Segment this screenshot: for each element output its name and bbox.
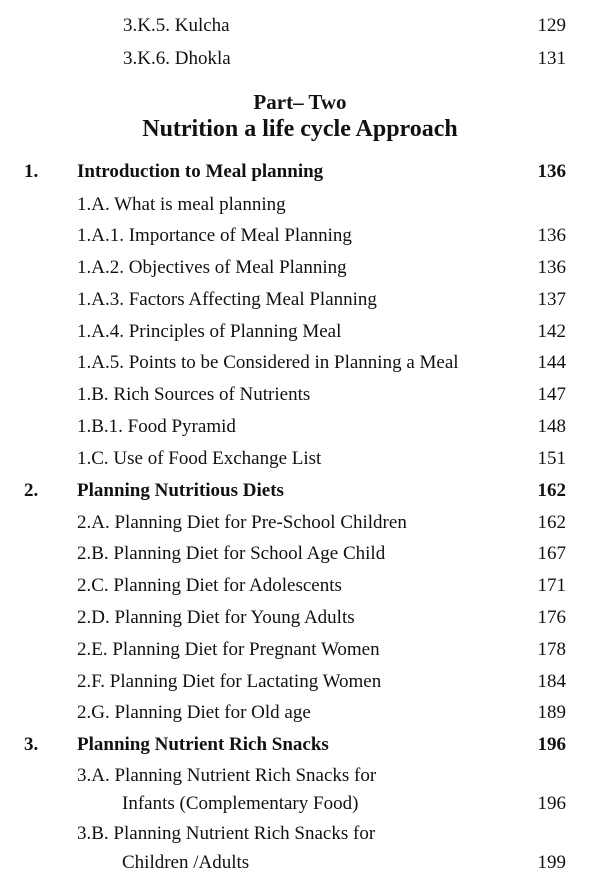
toc-entry-label: 1.A.1. Importance of Meal Planning [77, 225, 352, 246]
toc-entry-label: 2.F. Planning Diet for Lactating Women [77, 671, 382, 692]
section-number: 1. [24, 161, 39, 182]
section-title: Planning Nutrient Rich Snacks [77, 734, 329, 755]
toc-entry-label: 1.B.1. Food Pyramid [77, 416, 236, 437]
toc-entry-label: 1.C. Use of Food Exchange List [77, 448, 322, 469]
toc-entry-page: 196 [537, 793, 566, 814]
toc-entry-label: 2.C. Planning Diet for Adolescents [77, 575, 342, 596]
toc-entry-label: 3.A. Planning Nutrient Rich Snacks for [77, 765, 377, 786]
toc-entry-page: 131 [537, 48, 566, 69]
toc-entry-page: 189 [537, 702, 566, 723]
toc-entry-page: 176 [537, 607, 566, 628]
toc-entry-page: 167 [537, 543, 566, 564]
section-title: Introduction to Meal planning [77, 161, 324, 182]
toc-entry-label: 3.K.6. Dhokla [123, 48, 231, 69]
toc-entry-label: 2.B. Planning Diet for School Age Child [77, 543, 386, 564]
toc-entry-label: 1.A.3. Factors Affecting Meal Planning [77, 289, 377, 310]
toc-entry-label: 2.E. Planning Diet for Pregnant Women [77, 639, 380, 660]
toc-entry-label: 2.D. Planning Diet for Young Adults [77, 607, 355, 628]
toc-entry-page: 199 [537, 852, 566, 873]
toc-entry [0, 571, 600, 601]
toc-entry [0, 348, 600, 378]
toc-entry-page: 151 [537, 448, 566, 469]
part-heading: Part– Two [253, 90, 347, 114]
toc-entry-label: 2.G. Planning Diet for Old age [77, 702, 311, 723]
toc-entry [0, 603, 600, 633]
toc-entry [0, 667, 600, 697]
toc-section-heading [0, 157, 600, 187]
toc-entry-label: 2.A. Planning Diet for Pre-School Children [77, 512, 407, 533]
toc-entry [0, 190, 600, 220]
toc-entry [0, 698, 600, 728]
toc-entry [0, 317, 600, 347]
toc-entry-page: 162 [537, 512, 566, 533]
toc-entry-line1 [0, 819, 600, 849]
toc-entry [0, 412, 600, 442]
toc-entry [0, 444, 600, 474]
toc-entry-page: 178 [537, 639, 566, 660]
toc-entry-label: 1.A.5. Points to be Considered in Planning a Meal [77, 352, 459, 373]
section-page: 136 [537, 161, 566, 182]
toc-entry-page: 147 [537, 384, 566, 405]
section-number: 2. [24, 480, 39, 501]
toc-entry-page: 136 [537, 257, 566, 278]
toc-entry [0, 253, 600, 283]
section-number: 3. [24, 734, 39, 755]
toc-entry-label: 1.A.2. Objectives of Meal Planning [77, 257, 347, 278]
toc-entry-line1 [0, 761, 600, 791]
section-title: Planning Nutritious Diets [77, 480, 284, 501]
toc-entry-label-cont: Infants (Complementary Food) [122, 793, 359, 814]
toc-entry-label: 3.B. Planning Nutrient Rich Snacks for [77, 823, 376, 844]
toc-entry [0, 539, 600, 569]
toc-entry-page: 148 [537, 416, 566, 437]
toc-entry-page: 129 [537, 15, 566, 36]
toc-entry-label: 1.A.4. Principles of Planning Meal [77, 321, 342, 342]
toc-entry-label-cont: Children /Adults [122, 852, 250, 873]
toc-entry-label: 1.A. What is meal planning [77, 194, 286, 215]
toc-entry [0, 635, 600, 665]
toc-entry [0, 11, 600, 41]
toc-entry-line2 [0, 848, 600, 878]
toc-entry-page: 144 [537, 352, 566, 373]
toc-entry [0, 221, 600, 251]
toc-entry [0, 508, 600, 538]
section-page: 162 [537, 480, 566, 501]
toc-entry-page: 136 [537, 225, 566, 246]
toc-entry-page: 184 [537, 671, 566, 692]
toc-section-heading [0, 730, 600, 760]
toc-entry-page: 171 [537, 575, 566, 596]
section-page: 196 [537, 734, 566, 755]
toc-section-heading [0, 476, 600, 506]
toc-entry [0, 380, 600, 410]
toc-entry-page: 137 [537, 289, 566, 310]
toc-entry [0, 44, 600, 74]
toc-entry-page: 142 [537, 321, 566, 342]
toc-entry [0, 285, 600, 315]
toc-entry-label: 1.B. Rich Sources of Nutrients [77, 384, 311, 405]
part-title: Nutrition a life cycle Approach [142, 116, 458, 142]
toc-entry-label: 3.K.5. Kulcha [123, 15, 230, 36]
toc-entry-line2 [0, 789, 600, 819]
